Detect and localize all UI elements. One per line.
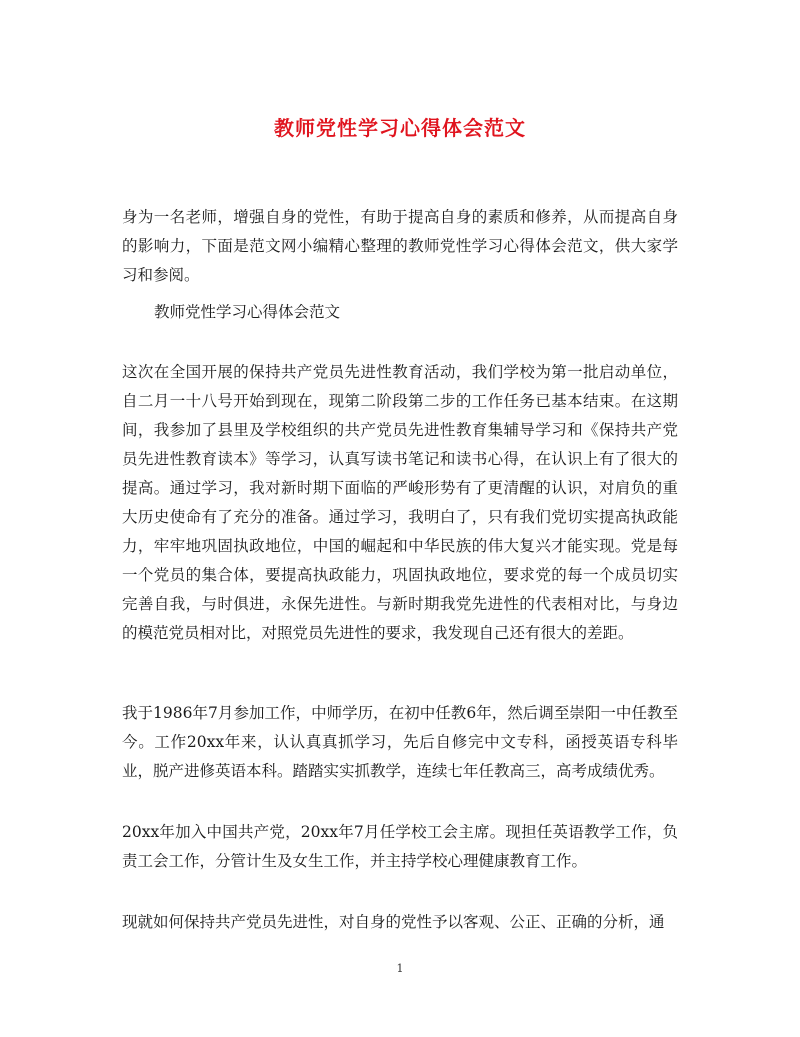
intro-paragraph: 身为一名老师，增强自身的党性，有助于提高自身的素质和修养，从而提高自身的影响力，下面是范文网小编精心整理的教师党性学习心得体会范文，供大家学习和参阅。 <box>122 208 678 284</box>
body-paragraph-3: 20xx年加入中国共产党，20xx年7月任学校工会主席。现担任英语教学工作，负责工会工作，分管计生及女生工作，并主持学校心理健康教育工作。 <box>122 823 678 870</box>
document-title: 教师党性学习心得体会范文 <box>274 116 526 140</box>
subtitle-paragraph: 教师党性学习心得体会范文 <box>154 303 341 321</box>
body-paragraph-2: 我于1986年7月参加工作，中师学历，在初中任教6年，然后调至崇阳一中任教至今。工作20xx年来，认认真真抓学习，先后自修完中文专科，函授英语专科毕业，脱产进修英语本科。踏踏实实抓教学，连续七年任教高三，高考成绩优秀。 <box>122 704 678 780</box>
page-number: 1 <box>396 962 404 975</box>
body-paragraph-4: 现就如何保持共产党员先进性，对自身的党性予以客观、公正、正确的分析，通 <box>122 913 665 931</box>
body-paragraph-1: 这次在全国开展的保持共产党员先进性教育活动，我们学校为第一批启动单位，自二月一十八号开始到现在，现第二阶段第二步的工作任务已基本结束。在这期间，我参加了县里及学校组织的共产党员先进性教育集辅导学习和《保持共产党员先进性教育读本》等学习，认真写读书笔记和读书心得，在认识上有了很大的提高。通过学习，我对新时期下面临的严峻形势有了更清醒的认识，对肩负的重大历史使命有了充分的准备。通过学习，我明白了，只有我们党切实提高执政能力，牢牢地巩固执政地位，中国的崛起和中华民族的伟大复兴才能实现。党是每一个党员的集合体，要提高执政能力，巩固执政地位，要求党的每一个成员切实完善自我，与时俱进，永保先进性。与新时期我党先进性的代表相对比，与身边的模范党员相对比，对照党员先进性的要求，我发现自己还有很大的差距。 <box>122 363 678 642</box>
